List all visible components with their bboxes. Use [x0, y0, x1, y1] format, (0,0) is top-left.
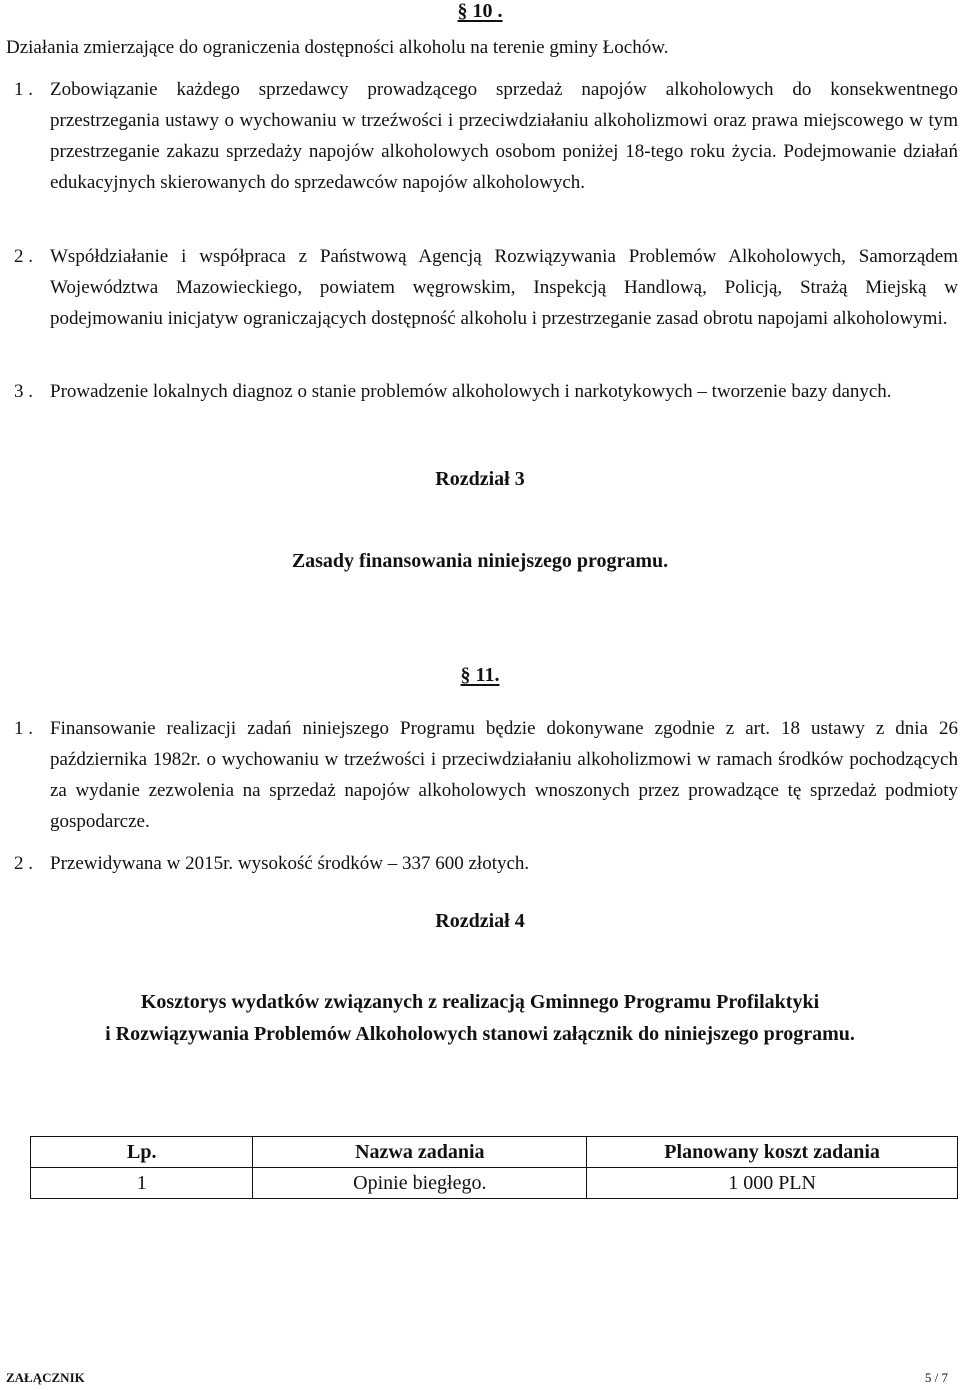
- list-item-10-3: [14, 376, 958, 407]
- list-item-11-2: [14, 848, 958, 879]
- cell-planned-cost: 1 000 PLN: [587, 1168, 958, 1199]
- chapter-4-subtitle-line-1: Kosztorys wydatków związanych z realizacją Gminnego Programu Profilaktyki: [140, 991, 820, 1013]
- table-header-row: [31, 1137, 958, 1168]
- list-item-10-1: [14, 74, 958, 198]
- chapter-4-title: Rozdział 4: [435, 910, 525, 932]
- item-text: Przewidywana w 2015r. wysokość środków – 337 600 złotych.: [50, 853, 530, 874]
- column-header-task-name: Nazwa zadania: [253, 1137, 587, 1168]
- section-10-mark: § 10 .: [457, 0, 503, 22]
- list-item-11-1: [14, 713, 958, 837]
- chapter-3-subtitle: Zasady finansowania niniejszego programu.: [291, 550, 669, 572]
- column-header-lp: Lp.: [31, 1137, 253, 1168]
- section-11-mark: § 11.: [460, 664, 500, 686]
- item-number: 2 .: [14, 246, 33, 267]
- item-text: Prowadzenie lokalnych diagnoz o stanie problemów alkoholowych i narkotykowych – tworzenie bazy danych.: [50, 381, 892, 402]
- list-item-10-2: [14, 241, 958, 334]
- cost-table: [30, 1136, 958, 1199]
- cell-lp: 1: [31, 1168, 253, 1199]
- chapter-3-title: Rozdział 3: [435, 468, 525, 490]
- page-number: 5 / 7: [924, 1370, 948, 1385]
- item-text: Współdziałanie i współpraca z Państwową Agencją Rozwiązywania Problemów Alkoholowych, Samorządem Województwa Mazowieckiego, powiatem węgrowskim, Inspekcją Handlową, Policją, Strażą Miejską w podejmowaniu inicjatyw ograniczających dostępność alkoholu i przestrzeganie zasad obrotu napojami alkoholowymi.: [50, 246, 958, 329]
- column-header-planned-cost: Planowany koszt zadania: [587, 1137, 958, 1168]
- table-row: [31, 1168, 958, 1199]
- item-number: 1 .: [14, 718, 33, 739]
- item-number: 1 .: [14, 79, 33, 100]
- cell-task-name: Opinie biegłego.: [253, 1168, 587, 1199]
- item-text: Zobowiązanie każdego sprzedawcy prowadzącego sprzedaż napojów alkoholowych do konsekwentnego przestrzegania ustawy o wychowaniu w trzeźwości i przeciwdziałaniu alkoholizmowi oraz prawa miejscowego w tym przestrzeganie zakazu sprzedaży napojów alkoholowych osobom poniżej 18-tego roku życia. Podejmowanie działań edukacyjnych skierowanych do sprzedawców napojów alkoholowych.: [50, 79, 958, 193]
- footer-label: ZAŁĄCZNIK: [6, 1370, 85, 1385]
- chapter-4-subtitle-line-2: i Rozwiązywania Problemów Alkoholowych stanowi załącznik do niniejszego programu.: [105, 1023, 855, 1045]
- item-number: 3 .: [14, 381, 33, 402]
- item-number: 2 .: [14, 853, 33, 874]
- item-text: Finansowanie realizacji zadań niniejszego Programu będzie dokonywane zgodnie z art. 18 ustawy z dnia 26 października 1982r. o wychowaniu w trzeźwości i przeciwdziałaniu alkoholizmowi w ramach środków pochodzących za wydanie zezwolenia na sprzedaż napojów alkoholowych wnoszonych przez prowadzące tę sprzedaż podmioty gospodarcze.: [50, 718, 958, 832]
- intro-paragraph: Działania zmierzające do ograniczenia dostępności alkoholu na terenie gminy Łochów.: [6, 37, 669, 58]
